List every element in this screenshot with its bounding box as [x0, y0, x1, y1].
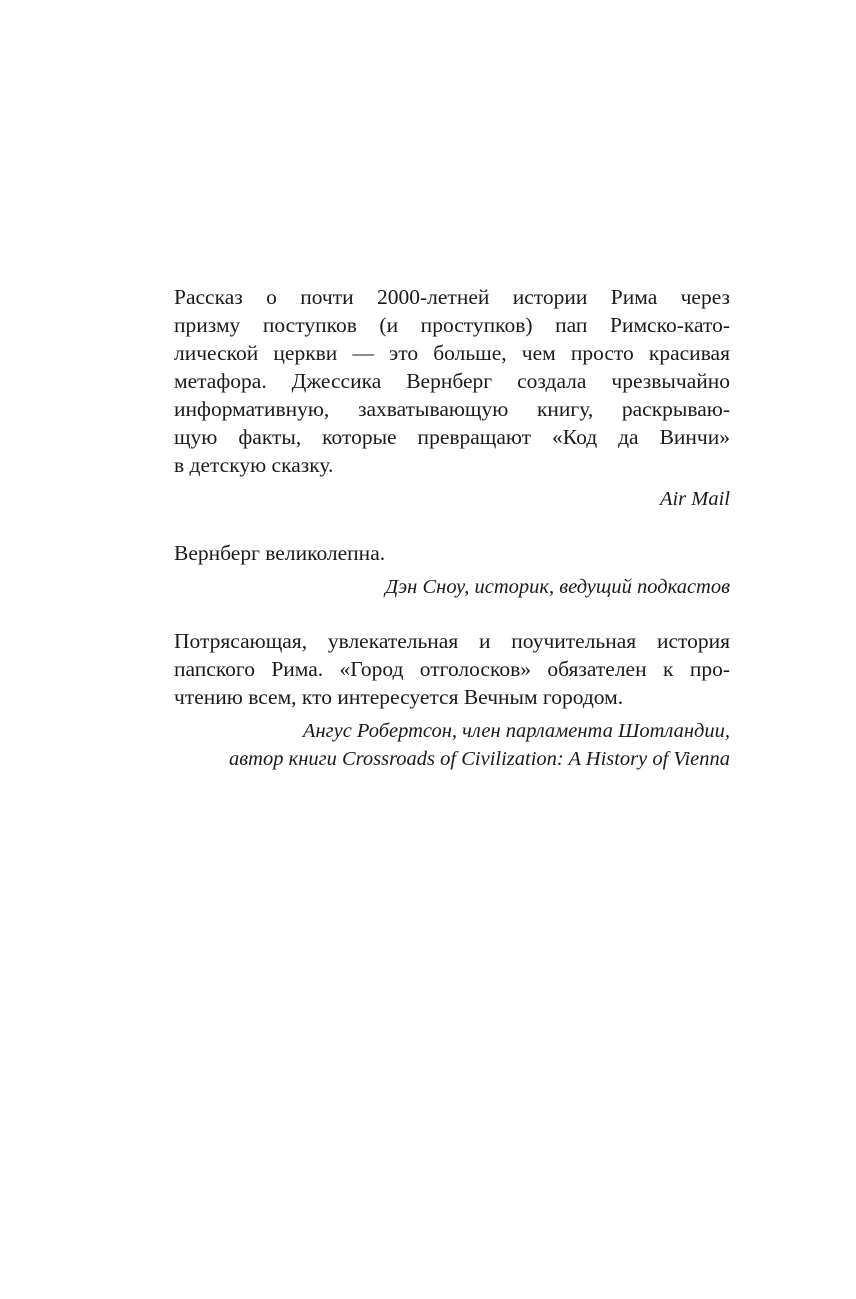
blurb-angus-robertson — [174, 627, 730, 773]
blurb-air-mail — [174, 283, 730, 513]
quote-line: чтению всем, кто интересуется Вечным городом. — [174, 685, 624, 709]
quote-line: информативную, захватывающую книгу, раскрываю- — [174, 397, 730, 421]
quote-line: в детскую сказку. — [174, 453, 334, 477]
blurb-attribution — [174, 485, 730, 513]
quote-line: Потрясающая, увлекательная и поучительная история — [174, 629, 730, 653]
attribution-line: Дэн Сноу, историк, ведущий подкастов — [385, 576, 730, 598]
attribution-line: автор книги Crossroads of Civilization: A History of Vienna — [229, 748, 730, 770]
attribution-line: Ангус Робертсон, член парламента Шотландии, — [302, 720, 730, 742]
blurbs-block — [174, 283, 730, 773]
quote-line: Рассказ о почти 2000-летней истории Рима через — [174, 285, 730, 309]
quote-line: щую факты, которые превращают «Код да Винчи» — [174, 425, 730, 449]
blurb-attribution — [174, 573, 730, 601]
quote-line: Вернберг великолепна. — [174, 541, 386, 565]
quote-line: папского Рима. «Город отголосков» обязателен к про- — [174, 657, 730, 681]
blurb-attribution — [174, 717, 730, 773]
blurb-dan-snow — [174, 539, 730, 601]
attribution-line: Air Mail — [659, 488, 730, 510]
quote-line: лической церкви — это больше, чем просто красивая — [174, 341, 730, 365]
blurb-quote — [174, 283, 730, 479]
blurb-quote — [174, 627, 730, 711]
blurb-quote — [174, 539, 730, 567]
quote-line: метафора. Джессика Вернберг создала чрезвычайно — [174, 369, 730, 393]
quote-line: призму поступков (и проступков) пап Римско-като- — [174, 313, 730, 337]
